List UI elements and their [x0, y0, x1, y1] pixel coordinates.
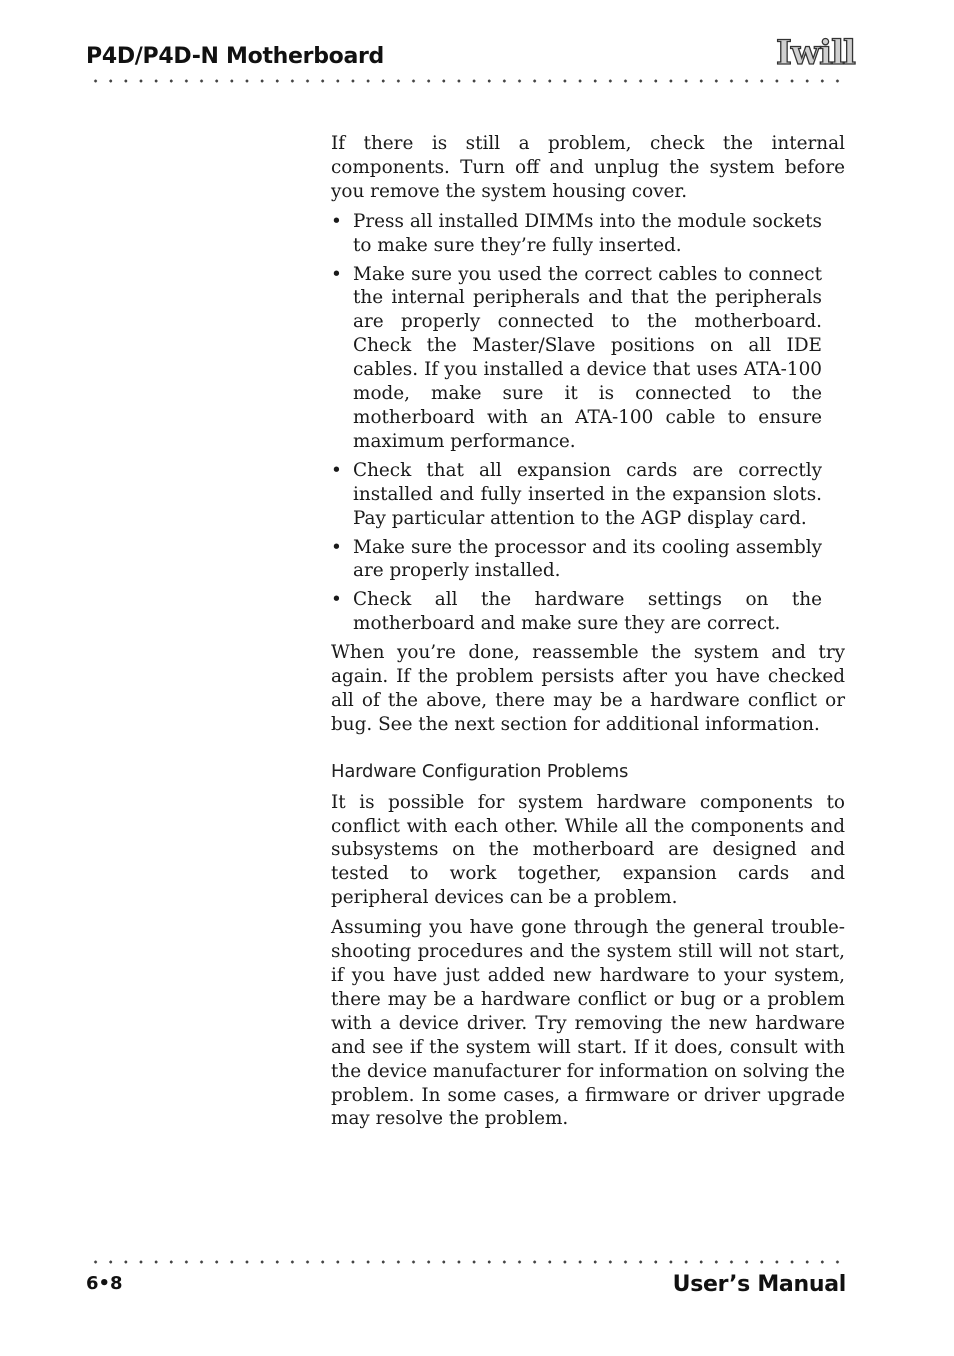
list-item: [331, 459, 822, 531]
list-item-text: Check all the hardware settings on the motherboard and make sure they are correct.: [353, 589, 822, 635]
list-item: [331, 536, 822, 584]
iwill-logo: [776, 30, 855, 76]
bullet-icon: •: [331, 589, 342, 611]
list-item-text: Check that all expansion cards are correctly installed and fully inserted in the expansion slots. Pay particular attention to the AGP display card.: [353, 459, 822, 529]
intro-paragraph: If there is still a problem, check the internal components. Turn off and unplug the system before you remove the system housing cover.: [331, 133, 845, 202]
bullet-icon: •: [331, 210, 342, 232]
section-paragraph-2: Assuming you have gone through the general troubleshooting procedures and the system still will not start, if you have just added new hardware to your system, there may be a hardware conflict or bug or a problem with a device driver. Try removing the new hardware and see if the system will start. If it does, consult with the device manufacturer for information on solving the problem. In some cases, a firmware or driver upgrade may resolve the problem.: [331, 917, 845, 1130]
list-item-text: Make sure you used the correct cables to connect the internal peripherals and that the peripherals are properly connected to the motherboard. Check the Master/Slave positions on all IDE cables. If you installed a device that uses ATA-100 mode, make sure it is connected to the motherboard with an ATA-100 cable to ensure maximum performance.: [353, 263, 822, 452]
iwill-logo-text: Iwill: [776, 33, 855, 73]
section-paragraph-1: It is possible for system hardware components to conflict with each other. While all the components and subsystems on the motherboard are designed and tested to work together, expansion cards and peripheral devices can be a problem.: [331, 791, 845, 909]
list-item-text: Press all installed DIMMs into the module sockets to make sure they’re fully inserted.: [353, 210, 822, 256]
after-bullets-paragraph: When you’re done, reassemble the system and try again. If the problem persists after you have checked all of the above, there may be a hardware conflict or bug. See the next section for additional information.: [331, 642, 845, 735]
list-item: [331, 588, 822, 636]
bullet-icon: •: [331, 536, 342, 558]
page-content: [331, 132, 845, 1137]
footer-title: User’s Manual: [672, 1272, 846, 1297]
checklist: [331, 210, 822, 636]
list-item: [331, 263, 822, 454]
header-title: P4D/P4D-N Motherboard: [86, 44, 384, 69]
list-item: [331, 210, 822, 258]
page-number: 6•8: [86, 1273, 123, 1294]
bullet-icon: •: [331, 459, 342, 481]
footer-dotted-rule: [88, 1260, 846, 1264]
bullet-icon: •: [331, 263, 342, 285]
header-dotted-rule: [88, 79, 846, 83]
list-item-text: Make sure the processor and its cooling assembly are properly installed.: [353, 536, 822, 582]
section-heading: Hardware Configuration Problems: [331, 760, 629, 782]
